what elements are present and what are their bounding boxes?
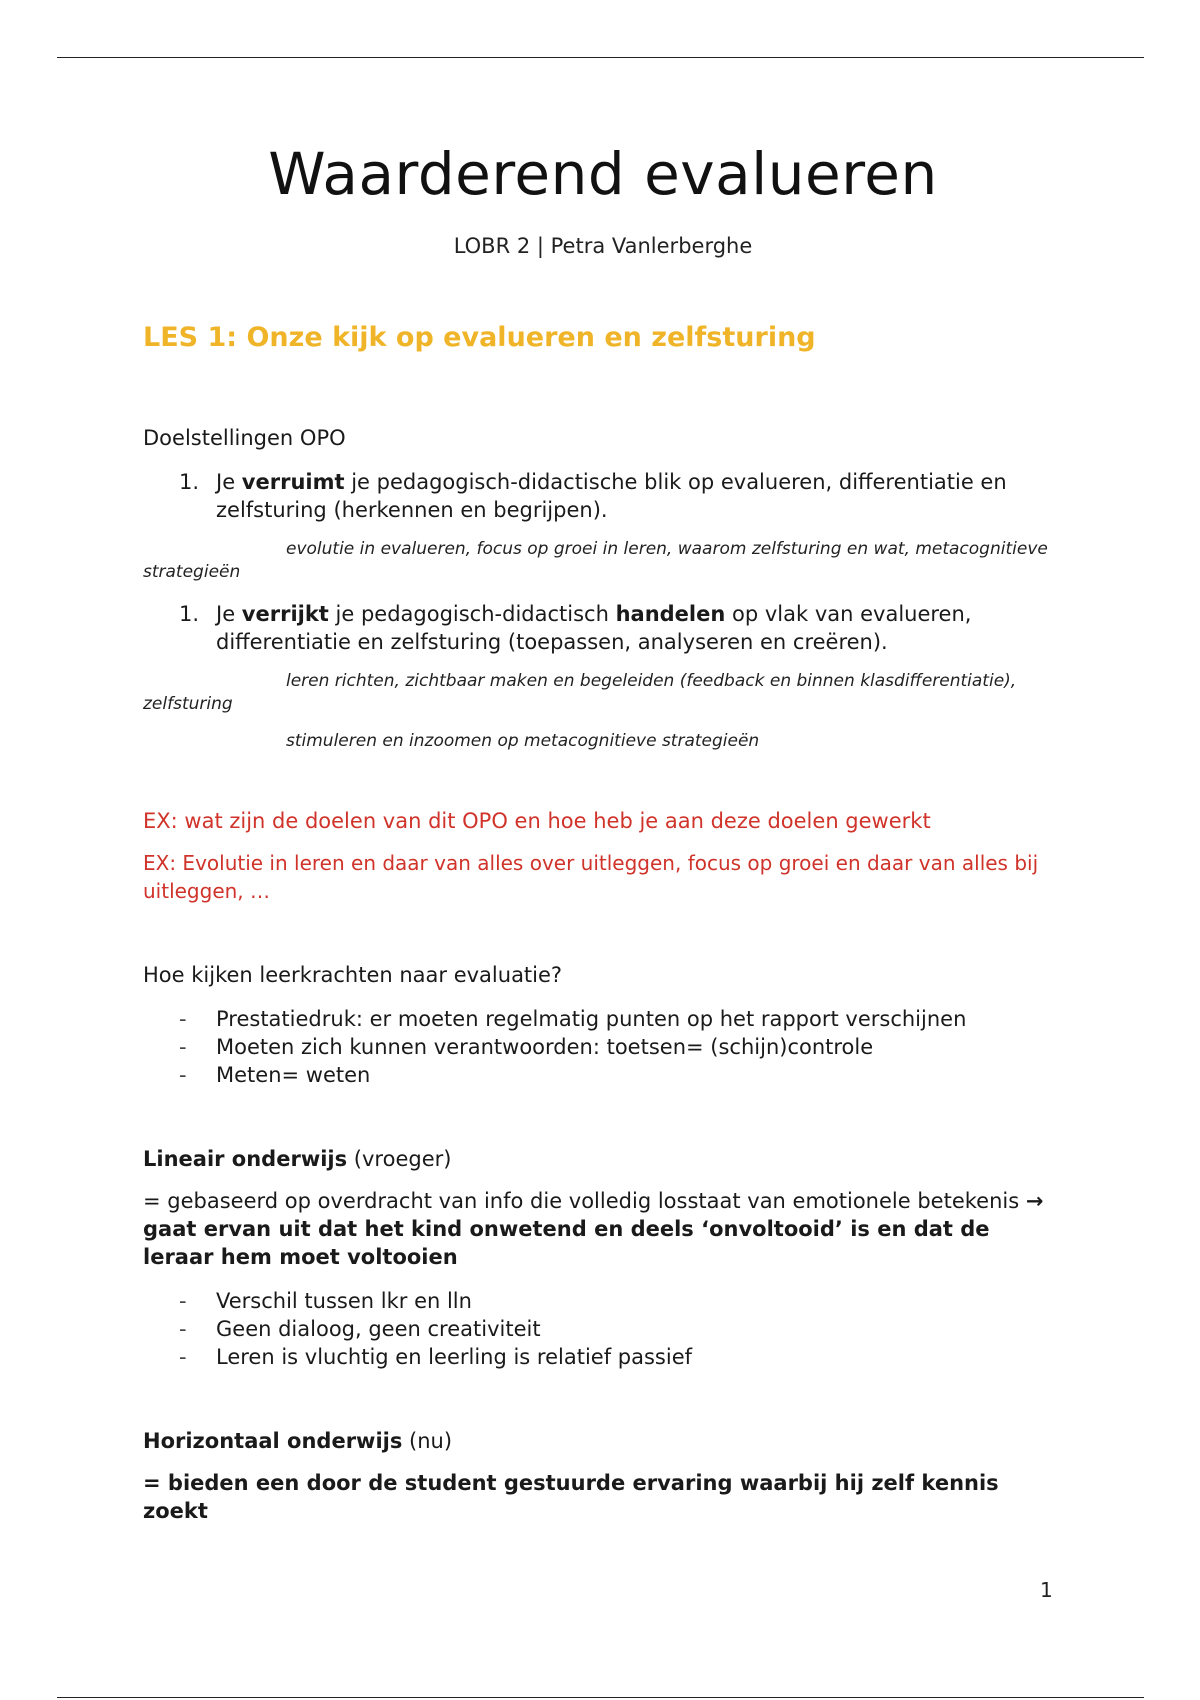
doelstelling-item-2 [179, 600, 1063, 656]
list-item [179, 1005, 1063, 1033]
text-run: (nu) [402, 1429, 453, 1453]
bullet-dash: - [179, 1345, 187, 1369]
teachers-heading: Hoe kijken leerkrachten naar evaluatie? [143, 963, 563, 987]
note-3: stimuleren en inzoomen op metacognitieve strategieën [286, 731, 760, 751]
list-number: 1. [179, 602, 200, 626]
bullet-text: Verschil tussen lkr en lln [216, 1289, 472, 1313]
bold-run: verrijkt [241, 602, 329, 626]
list-item [179, 1287, 1063, 1315]
doelstellingen-heading: Doelstellingen OPO [143, 426, 346, 450]
bullet-dash: - [179, 1317, 187, 1341]
text-run: Je [216, 470, 242, 494]
teachers-bullets [143, 1005, 1063, 1089]
text-run: je pedagogisch-didactische blik op evalueren, differentiatie en zelfsturing (herkennen en begrijpen). [216, 470, 1007, 522]
bullet-text: Leren is vluchtig en leerling is relatief passief [216, 1345, 693, 1369]
text-run: Je [216, 602, 242, 626]
bold-run: handelen [615, 602, 726, 626]
bullet-text: Geen dialoog, geen creativiteit [216, 1317, 541, 1341]
arrow-icon: → [1025, 1189, 1044, 1213]
example-1: EX: wat zijn de doelen van dit OPO en hoe heb je aan deze doelen gewerkt [143, 809, 931, 833]
document-body [143, 424, 1063, 1525]
bold-run: gaat ervan uit dat het kind onwetend en deels ‘onvoltooid’ is en dat de leraar hem moet voltooien [143, 1217, 990, 1269]
list-text [216, 468, 1063, 524]
text-run: (vroeger) [347, 1147, 452, 1171]
horizontaal-definition [143, 1469, 1063, 1525]
lineair-definition [143, 1187, 1063, 1271]
note-2: leren richten, zichtbaar maken en begeleiden (feedback en binnen klasdifferentiatie), zelfsturing [143, 671, 1017, 714]
text-run: je pedagogisch-didactisch [328, 602, 616, 626]
bold-run: verruimt [241, 470, 345, 494]
lineair-bullets [143, 1287, 1063, 1371]
page-number: 1 [1040, 1578, 1053, 1602]
list-item [179, 1061, 1063, 1089]
list-item [179, 1315, 1063, 1343]
bullet-text: Moeten zich kunnen verantwoorden: toetsen= (schijn)controle [216, 1035, 874, 1059]
horizontaal-heading [143, 1427, 1063, 1455]
example-2: EX: Evolutie in leren en daar van alles over uitleggen, focus op groei en daar van alles bij uitleggen, … [143, 851, 1039, 903]
list-item [179, 1343, 1063, 1371]
bullet-dash: - [179, 1289, 187, 1313]
bold-run: = bieden een door de student gestuurde ervaring waarbij hij zelf kennis zoekt [143, 1471, 999, 1523]
bold-run: Horizontaal onderwijs [143, 1429, 403, 1453]
document-title: Waarderend evalueren [268, 140, 938, 208]
document-subtitle: LOBR 2 | Petra Vanlerberghe [453, 234, 753, 258]
text-run: op vlak van evalueren, differentiatie en zelfsturing (toepassen, analyseren en creëren). [216, 602, 972, 654]
doelstelling-item-1 [179, 468, 1063, 524]
text-run: = gebaseerd op overdracht van info die volledig losstaat van emotionele betekenis [143, 1189, 1026, 1213]
bullet-dash: - [179, 1007, 187, 1031]
bullet-dash: - [179, 1063, 187, 1087]
note-1: evolutie in evalueren, focus op groei in leren, waarom zelfsturing en wat, metacognitieve strategieën [143, 539, 1048, 582]
list-item [179, 1033, 1063, 1061]
lesson-heading: LES 1: Onze kijk op evalueren en zelfsturing [143, 322, 816, 353]
bullet-text: Prestatiedruk: er moeten regelmatig punten op het rapport verschijnen [216, 1007, 967, 1031]
bullet-dash: - [179, 1035, 187, 1059]
bullet-text: Meten= weten [216, 1063, 371, 1087]
header-rule [57, 57, 1144, 58]
list-number: 1. [179, 470, 200, 494]
bold-run: Lineair onderwijs [143, 1147, 348, 1171]
footer-rule [57, 1697, 1144, 1698]
list-text [216, 600, 1063, 656]
lineair-heading [143, 1145, 1063, 1173]
